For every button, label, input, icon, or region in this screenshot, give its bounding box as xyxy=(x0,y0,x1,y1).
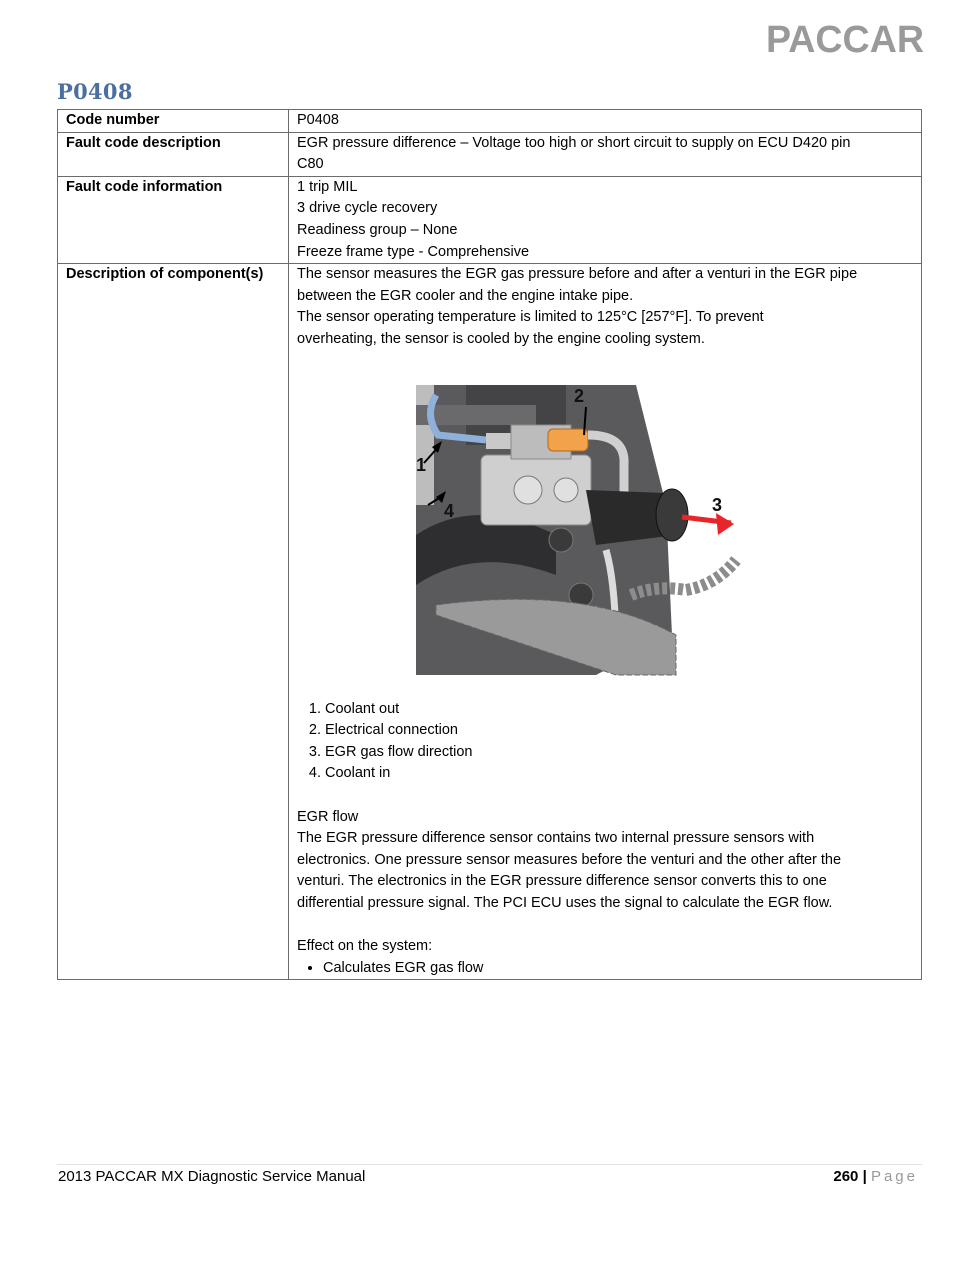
text-line: venturi. The electronics in the EGR pressure difference sensor converts this to one xyxy=(297,873,827,890)
text-line: C80 xyxy=(297,156,324,173)
text-line: 1 trip MIL xyxy=(297,178,358,195)
callout-3: 3 xyxy=(712,494,723,515)
text-line: The EGR pressure difference sensor contains two internal pressure sensors with xyxy=(297,830,815,847)
text-line: Readiness group – None xyxy=(297,221,458,238)
footer-divider xyxy=(57,1164,922,1165)
code-number-label: Code number xyxy=(58,110,289,133)
table-row xyxy=(58,264,922,980)
text-line: differential pressure signal. The PCI ECU uses the signal to calculate the EGR flow. xyxy=(297,894,833,911)
code-number-value: P0408 xyxy=(289,110,922,133)
fault-code-table xyxy=(57,109,922,980)
table-row xyxy=(58,110,922,133)
text-line: 3 drive cycle recovery xyxy=(297,200,438,217)
fault-description-label: Fault code description xyxy=(58,132,289,176)
fault-information-label: Fault code information xyxy=(58,176,289,263)
callout-1: 1 xyxy=(416,454,427,475)
footer-page-info xyxy=(833,1168,918,1185)
page-separator: | xyxy=(862,1168,867,1185)
paccar-logo xyxy=(766,19,924,61)
page-number: 260 xyxy=(833,1168,859,1185)
egr-sensor-diagram xyxy=(416,385,723,675)
fault-information-value xyxy=(289,176,922,263)
page-title: P0408 xyxy=(57,79,133,104)
text-line: overheating, the sensor is cooled by the engine cooling system. xyxy=(297,330,705,347)
list-item: 2. Electrical connection xyxy=(325,720,913,742)
effects-list xyxy=(297,958,913,980)
component-description-label: Description of component(s) xyxy=(58,264,289,980)
callout-2: 2 xyxy=(574,385,585,406)
table-row xyxy=(58,132,922,176)
spacer xyxy=(297,914,913,936)
callout-4: 4 xyxy=(444,500,455,521)
text-line: The sensor measures the EGR gas pressure before and after a venturi in the EGR pipe xyxy=(297,266,858,283)
effect-title: Effect on the system: xyxy=(297,938,433,955)
egr-flow-title: EGR flow xyxy=(297,808,359,825)
list-item: • Calculates EGR gas flow xyxy=(323,958,913,980)
fault-description-value xyxy=(289,132,922,176)
text-line: The sensor operating temperature is limited to 125°C [257°F]. To prevent xyxy=(297,309,764,326)
text-line: electronics. One pressure sensor measures before the venturi and the other after the xyxy=(297,851,842,868)
text-line: EGR pressure difference – Voltage too high or short circuit to supply on ECU D420 pin xyxy=(297,134,851,151)
table-row xyxy=(58,176,922,263)
diagram-legend xyxy=(297,699,913,785)
footer-manual-title: 2013 PACCAR MX Diagnostic Service Manual xyxy=(58,1168,366,1185)
page-word: Page xyxy=(870,1168,918,1185)
logo-text: PACCAR xyxy=(766,19,924,61)
spacer xyxy=(297,785,913,807)
text-line: between the EGR cooler and the engine intake pipe. xyxy=(297,287,634,304)
list-item: 3. EGR gas flow direction xyxy=(325,742,913,764)
list-item: 1. Coolant out xyxy=(325,699,913,721)
component-description-value xyxy=(289,264,922,980)
list-item: 4. Coolant in xyxy=(325,763,913,785)
text-line: Freeze frame type - Comprehensive xyxy=(297,243,530,260)
